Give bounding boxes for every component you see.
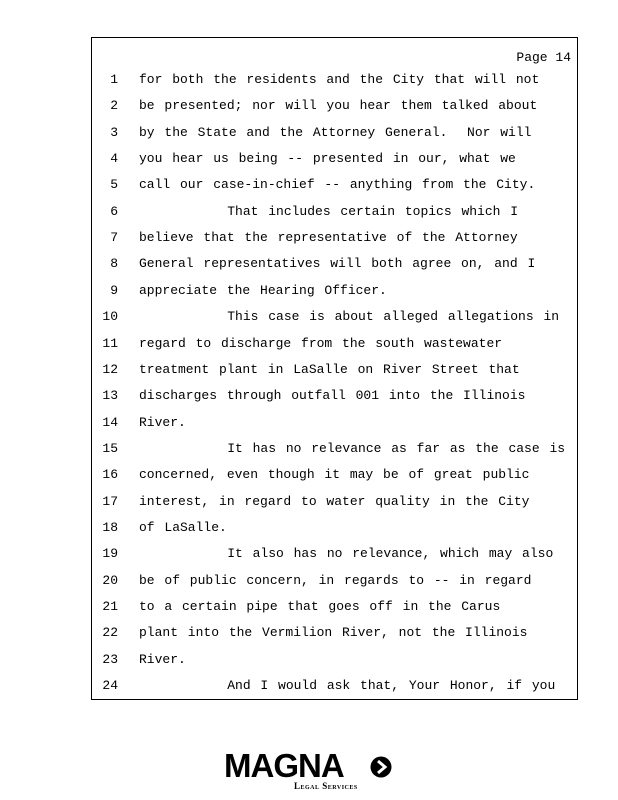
logo-arrow-icon [370,756,392,778]
line-number: 12 [102,361,118,377]
logo-wordmark: MAGNA [224,747,344,784]
line-number: 22 [102,625,118,641]
line-text: call our case-in-chief -- anything from the City. [139,177,536,193]
line-text: for both the residents and the City that will not [139,72,540,87]
line-number: 20 [102,572,118,588]
line-text: General representatives will both agree on, and I [139,256,536,272]
line-text: River. [139,414,186,430]
transcript-line [92,415,577,441]
line-text: River. [139,651,186,667]
line-number: 17 [102,493,118,509]
transcript-line [92,230,577,256]
line-number: 13 [102,388,118,404]
transcript-line [92,204,577,230]
transcript-line [92,467,577,493]
line-number: 18 [102,519,118,535]
line-number: 24 [102,678,118,694]
transcript-line [92,546,577,572]
line-text: to a certain pipe that goes off in the Carus [139,599,501,614]
line-number: 5 [110,177,118,193]
line-text: It has no relevance as far as the case is [139,440,566,456]
transcript-line [92,151,577,177]
transcript-line [92,652,577,678]
transcript-page-frame [91,37,578,700]
transcript-line [92,362,577,388]
transcript-line [92,72,577,98]
line-text: of LaSalle. [139,519,227,535]
transcript-line [92,678,577,704]
transcript-line [92,520,577,546]
line-number: 14 [102,414,118,430]
transcript-line [92,336,577,362]
line-text: And I would ask that, Your Honor, if you [139,678,556,694]
line-number: 15 [102,440,118,456]
line-text: be of public concern, in regards to -- in regard [139,572,532,588]
line-text: concerned, even though it may be of great public [139,467,530,483]
line-text: This case is about alleged allegations in [139,309,560,325]
transcript-line [92,177,577,203]
line-text: appreciate the Hearing Officer. [139,282,387,298]
line-number: 23 [102,651,118,667]
line-text: discharges through outfall 001 into the Illinois [139,388,526,404]
transcript-line [92,309,577,335]
transcript-line [92,256,577,282]
line-number: 7 [110,230,118,246]
transcript-line [92,98,577,124]
line-number: 8 [110,256,118,272]
logo-subtitle: Legal Services [294,781,358,791]
line-number: 16 [102,467,118,483]
line-number: 9 [110,282,118,298]
page-number: Page 14 [516,50,571,65]
line-text: you hear us being -- presented in our, what we [139,151,516,167]
line-text: by the State and the Attorney General. Nor will [139,124,532,140]
line-number: 11 [102,335,118,351]
line-text: be presented; nor will you hear them talked about [139,98,538,114]
line-number: 6 [110,203,118,219]
transcript-line [92,625,577,651]
line-number: 21 [102,599,118,614]
transcript-line [92,599,577,625]
line-number: 2 [110,98,118,114]
line-text: regard to discharge from the south wastewater [139,335,503,351]
transcript-line [92,125,577,151]
line-text: That includes certain topics which I [139,203,519,219]
transcript-line [92,573,577,599]
line-text: interest, in regard to water quality in the City [139,493,530,509]
line-number: 1 [110,72,118,87]
line-number: 4 [110,151,118,167]
transcript-line [92,494,577,520]
line-text: believe that the representative of the Attorney [139,230,518,246]
line-text: treatment plant in LaSalle on River Street that [139,361,520,377]
line-text: plant into the Vermilion River, not the Illinois [139,625,528,641]
line-number: 3 [110,124,118,140]
line-text: It also has no relevance, which may also [139,546,554,562]
transcript-line [92,441,577,467]
line-number: 19 [102,546,118,562]
line-number: 10 [102,309,118,325]
magna-logo [224,748,399,793]
transcript-line [92,388,577,414]
transcript-line [92,283,577,309]
